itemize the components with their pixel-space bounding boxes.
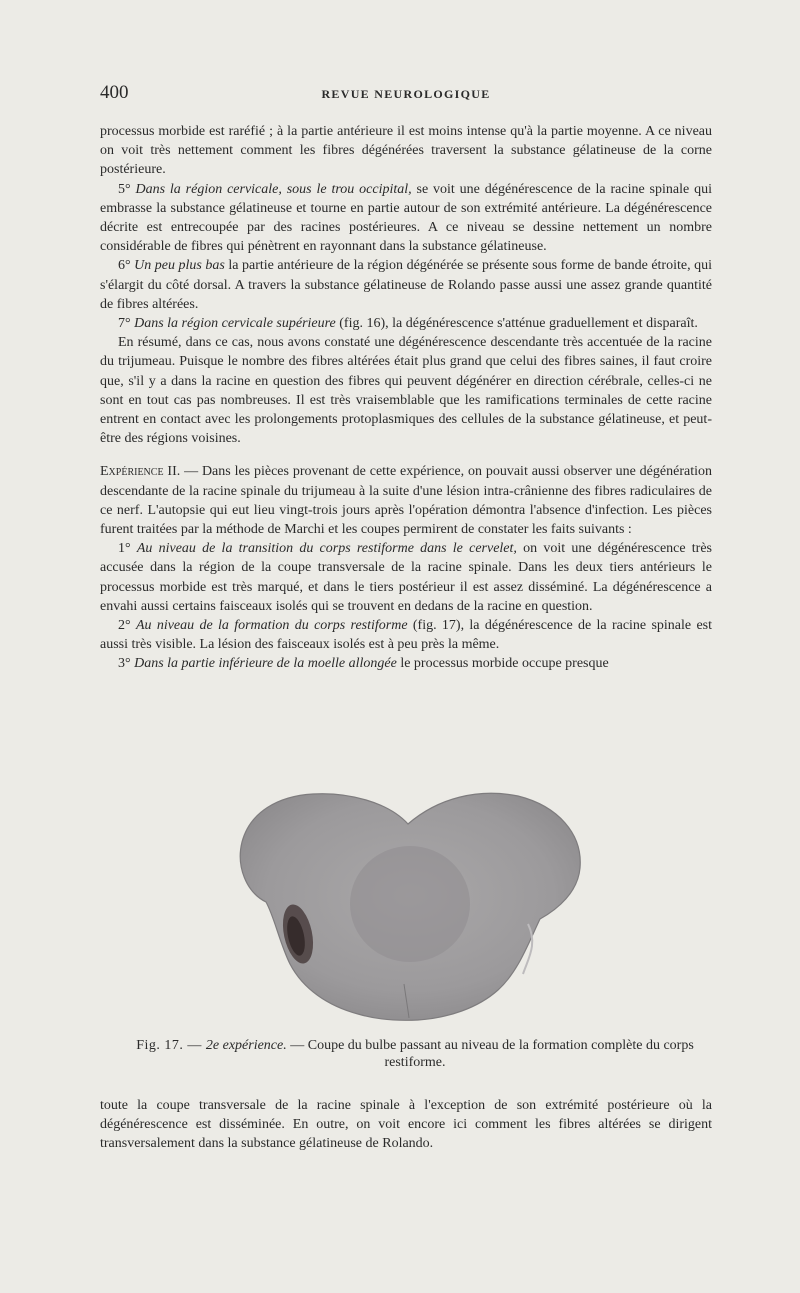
figure-17-brainstem-section: [228, 784, 588, 1024]
gray-matter-area: [350, 846, 470, 962]
paragraph: toute la coupe transversale de la racine spinale à l'exception de son extrémité postérieure où la dégénérescence est disséminée. En outre, on voit encore ici comment les fibres altérées se dirigent transversalement dans la substance gélatineuse de Rolando.: [100, 1098, 712, 1152]
running-title: REVUE NEUROLOGIQUE: [321, 87, 491, 101]
paragraph-experience-ii: Expérience II. — Dans les pièces provenant de cette expérience, on pouvait aussi observer une dégénération descendante de la racine spinale du trijumeau à la suite d'une lésion intra-crânienne des fibres radiculaires de ce nerf. L'autopsie qui eut lieu vingt-trois jours après l'opération démontra l'absence d'infection. Les pièces furent traitées par la méthode de Marchi et les coupes permirent de constater les faits suivants :: [100, 464, 712, 538]
brainstem-section-image: [228, 784, 588, 1024]
paragraph: 3° Dans la partie inférieure de la moelle allongée le processus morbide occupe presque: [118, 656, 609, 672]
paragraph: 5° Dans la région cervicale, sous le trou occipital, se voit une dégénérescence de la racine spinale qui embrasse la substance gélatineuse et tourne en partie autour de son extrémité antérieure. La dégénérescence décrite est entrecoupée par des racines postérieures. A ce niveau se dessine nettement un nombre considérable de fibres qui pénètrent en rayonnant dans la substance gélatineuse.: [100, 181, 712, 255]
paragraph: 1° Au niveau de la transition du corps restiforme dans le cervelet, on voit une dégénérescence très accusée dans la région de la coupe transversale de la racine spinale. Dans les deux tiers antérieurs le processus morbide est très marqué, et dans le tiers postérieur il est assez disséminé. La dégénérescence a envahi aussi certains faisceaux isolés qui se trouvent en dedans de la racine en question.: [100, 541, 713, 614]
figure-caption: Fig. 17. — 2e expérience. — Coupe du bulbe passant au niveau de la formation complète du corps restiforme.: [136, 1038, 694, 1070]
page-header: [100, 82, 712, 106]
paragraph: En résumé, dans ce cas, nous avons constaté une dégénérescence descendante très accentuée de la racine du trijumeau. Puisque le nombre des fibres altérées était plus grand que celui des fibres saines, il faut croire que, s'il y a dans la racine en question des fibres qui peuvent dégénérer en direction cérébrale, celles-ci ne sont en tout cas pas nombreuses. Il est très vraisemblable que les ramifications terminales de cette racine entrent en contact avec les prolongements protoplasmiques des cellules de la substance gélatineuse, et peut-être des régions voisines.: [100, 335, 712, 447]
paragraph: 2° Au niveau de la formation du corps restiforme (fig. 17), la dégénérescence de la racine spinale est aussi très visible. La lésion des faisceaux isolés est à peu près la même.: [100, 618, 713, 653]
page-number: 400: [100, 82, 129, 103]
body-text-top: [100, 122, 712, 674]
body-text-bottom: [100, 1096, 712, 1154]
paragraph: 7° Dans la région cervicale supérieure (fig. 16), la dégénérescence s'atténue graduellement et disparaît.: [118, 316, 698, 332]
paragraph: 6° Un peu plus bas la partie antérieure de la région dégénérée se présente sous forme de bande étroite, qui s'élargit du côté dorsal. A travers la substance gélatineuse de Rolando passe aussi une assez grande quantité de fibres altérées.: [100, 258, 712, 312]
paragraph: processus morbide est raréfié ; à la partie antérieure il est moins intense qu'à la partie moyenne. A ce niveau on voit très nettement comment les fibres dégénérées traversent la substance gélatineuse de la corne postérieure.: [100, 124, 712, 178]
